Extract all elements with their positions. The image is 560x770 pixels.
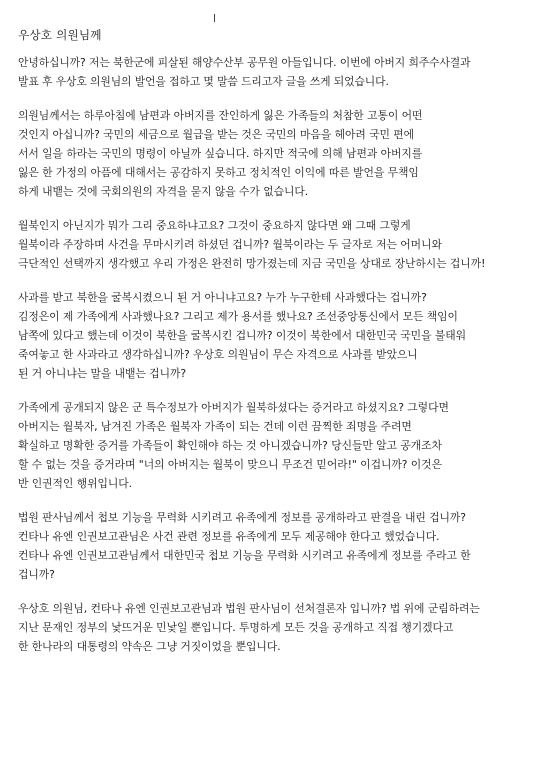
letter-paragraph [18, 508, 544, 584]
letter-line: 서서 일을 하라는 국민의 명령이 아닐까 싶습니다. 하지만 적국에 의해 남편과 아버지를 [18, 147, 423, 160]
letter-paragraph [18, 53, 544, 91]
letter-line: 된 거 아니냐는 말을 내뱉는 겁니까? [18, 367, 187, 380]
letter-line: 의원님께서는 하루아침에 남편과 아버지를 잔인하게 잃은 가족들의 처참한 고통이 어떤 [18, 109, 423, 122]
letter-line: 할 수 없는 것을 증거라며 "너의 아버지는 월북이 맞으니 무조건 믿어라!" 이겁니까? 이것은 [18, 458, 442, 471]
letter-line: 반 인권적인 행위입니다. [18, 477, 133, 490]
letter-line: 한 한나라의 대통령의 약속은 그냥 거짓이었을 뿐입니다. [18, 640, 281, 653]
letter-paragraph [18, 398, 544, 493]
letter-line: 사과를 받고 북한을 굴복시켰으니 된 거 아니냐고요? 누가 누구한테 사과했다는 겁니까? [18, 291, 427, 304]
letter-line: 잃은 한 가정의 아픔에 대해서는 공감하지 못하고 정치적인 이익에 따른 발언을 무책임 [18, 166, 419, 179]
letter-line: 컨타나 유엔 인권보고관님은 사건 관련 정보를 유족에게 모두 제공해야 한다고 했었습니다. [18, 530, 440, 543]
letter-body [18, 53, 544, 656]
letter-line: 것인지 아십니까? 국민의 세금으로 월급을 받는 것은 국민의 마음을 헤아려 국민 편에 [18, 128, 415, 141]
letter-line: 김정은이 제 가족에게 사과했나요? 그리고 제가 용서를 했나요? 조선중앙통신에서 모든 책임이 [18, 310, 458, 323]
letter-line: 확실하고 명확한 증거를 가족들이 확인해야 하는 것 아니겠습니까? 당신들만 알고 공개조차 [18, 439, 442, 452]
letter-line: 지난 문재인 정부의 낯뜨거운 민낯일 뿐입니다. 투명하게 모든 것을 공개하고 직접 챙기겠다고 [18, 621, 454, 634]
letter-line: 월북인지 아닌지가 뭐가 그리 중요하냐고요? 그것이 중요하지 않다면 왜 그때 그렇게 [18, 219, 411, 232]
letter-salutation: 우상호 의원님께 [18, 28, 102, 42]
letter-line: 죽여놓고 한 사과라고 생각하십니까? 우상호 의원님이 무슨 자격으로 사과를 받았으니 [18, 348, 418, 361]
letter-paragraph [18, 288, 544, 383]
letter-line: 발표 후 우상호 의원님의 발언을 접하고 몇 말씀 드리고자 글을 쓰게 되었습니다. [18, 75, 389, 88]
letter-line: 가족에게 공개되지 않은 군 특수정보가 아버지가 월북하셨다는 증거라고 하셨지요? 그렇다면 [18, 401, 449, 414]
letter-line: 아버지는 월북자, 남겨진 가족은 월북자 가족이 되는 건데 이런 끔찍한 죄명을 주려면 [18, 420, 412, 433]
letter-line: 하게 내뱉는 것에 국회의원의 자격을 묻지 않을 수가 없습니다. [18, 185, 309, 198]
letter-line: 극단적인 선택까지 생각했고 우리 가정은 완전히 망가졌는데 지금 국민을 상대로 장난하시는 겁니까! [18, 257, 486, 270]
letter-line: 법원 판사님께서 첩보 기능을 무력화 시키려고 유족에게 정보를 공개하라고 판결을 내린 겁니까? [18, 511, 466, 524]
pen-mark [214, 14, 215, 22]
letter-line: 우상호 의원님, 컨타나 유엔 인권보고관님과 법원 판사님이 선처결론자 입니까? 법 위에 군림하려는 [18, 602, 480, 615]
letter-line: 안녕하십니까? 저는 북한군에 피살된 해양수산부 공무원 아들입니다. 이번에 아버지 희주수사결과 [18, 56, 471, 69]
letter-paragraph [18, 216, 544, 273]
letter-line: 남쪽에 있다고 했는데 이것이 북한을 굴복시킨 겁니까? 이것이 북한에서 대한민국 국민을 불태워 [18, 329, 466, 342]
letter-line: 컨타나 유엔 인권보고관님께서 대한민국 첩보 기능을 무력화 시키려고 유족에게 정보를 주라고 한 [18, 549, 471, 562]
letter-paragraph [18, 599, 544, 656]
letter-line: 월북이라 주장하며 사건을 무마시키려 하셨던 겁니까? 월북이라는 두 글자로 저는 어머니와 [18, 238, 442, 251]
letter-line: 겁니까? [18, 568, 55, 581]
letter-paragraph [18, 106, 544, 201]
